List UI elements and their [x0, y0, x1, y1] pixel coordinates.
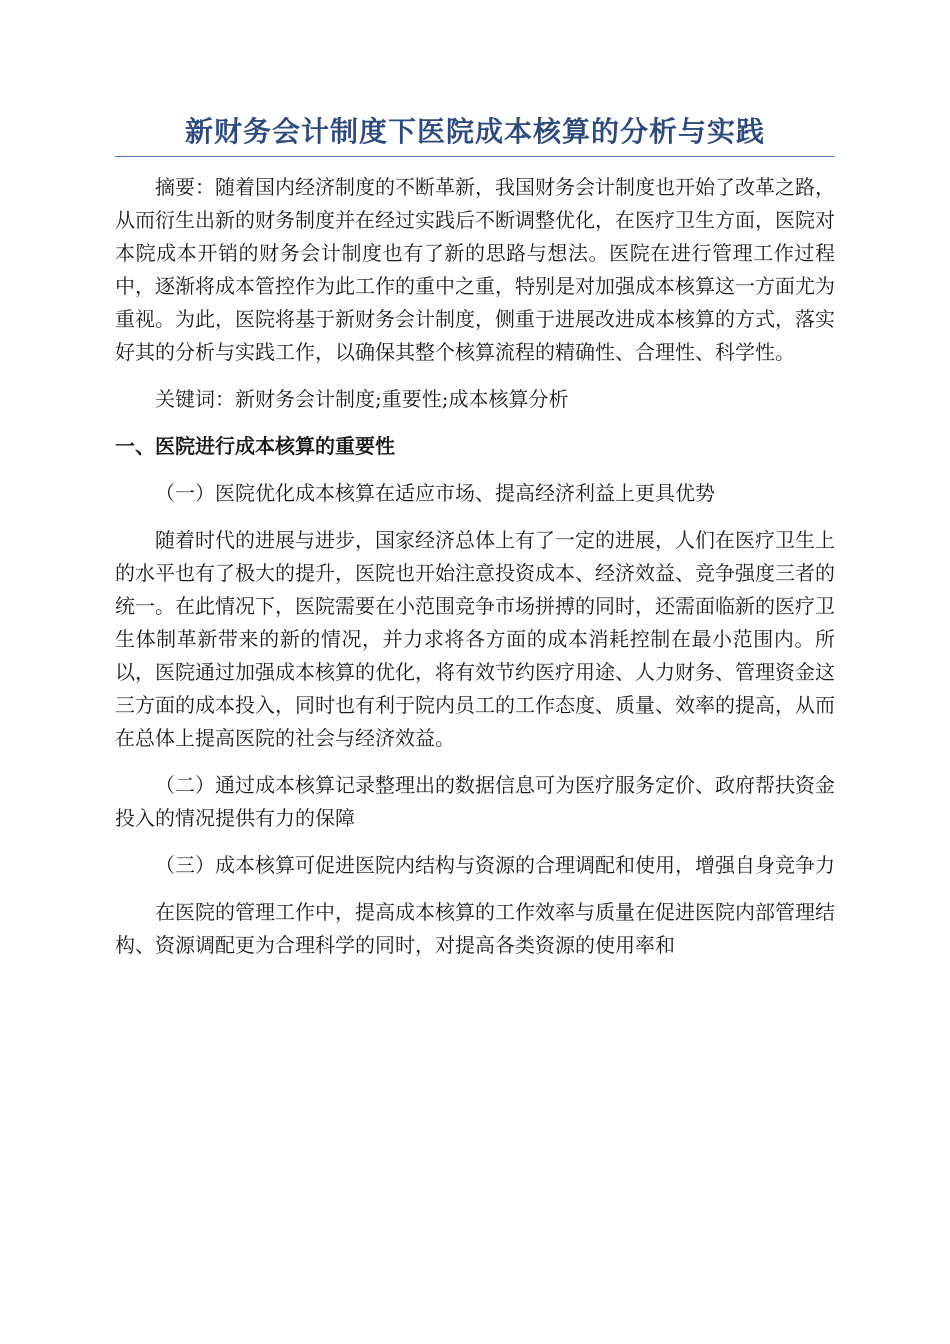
section-heading-1: 一、医院进行成本核算的重要性 — [115, 434, 395, 458]
abstract-paragraph: 摘要：随着国内经济制度的不断革新，我国财务会计制度也开始了改革之路，从而衍生出新的财务制度并在经过实践后不断调整优化，在医疗卫生方面，医院对本院成本开销的财务会计制度也有了新的思路与想法。医院在进行管理工作过程中，逐渐将成本管控作为此工作的重中之重，特别是对加强成本核算这一方面尤为重视。为此，医院将基于新财务会计制度，侧重于进展改进成本核算的方式，落实好其的分析与实践工作，以确保其整个核算流程的精确性、合理性、科学性。 — [115, 175, 835, 364]
subheading-1: （一）医院优化成本核算在适应市场、提高经济利益上更具优势 — [155, 481, 715, 505]
keywords-line: 关键词：新财务会计制度;重要性;成本核算分析 — [155, 387, 569, 411]
body-paragraph-1: 随着时代的进展与进步，国家经济总体上有了一定的进展，人们在医疗卫生上的水平也有了极大的提升，医院也开始注意投资成本、经济效益、竞争强度三者的统一。在此情况下，医院需要在小范围竞争市场拼搏的同时，还需面临新的医疗卫生体制革新带来的新的情况，并力求将各方面的成本消耗控制在最小范围内。所以，医院通过加强成本核算的优化，将有效节约医疗用途、人力财务、管理资金这三方面的成本投入，同时也有利于院内员工的工作态度、质量、效率的提高，从而在总体上提高医院的社会与经济效益。 — [115, 528, 835, 750]
body-paragraph-2: 在医院的管理工作中，提高成本核算的工作效率与质量在促进医院内部管理结构、资源调配更为合理科学的同时，对提高各类资源的使用率和 — [115, 900, 835, 957]
document-title: 新财务会计制度下医院成本核算的分析与实践 — [184, 115, 765, 148]
title-underline — [115, 156, 835, 157]
subheading-2: （二）通过成本核算记录整理出的数据信息可为医疗服务定价、政府帮扶资金投入的情况提供有力的保障 — [115, 773, 835, 830]
document-page — [115, 108, 835, 962]
subheading-3: （三）成本核算可促进医院内结构与资源的合理调配和使用，增强自身竞争力 — [155, 853, 835, 877]
